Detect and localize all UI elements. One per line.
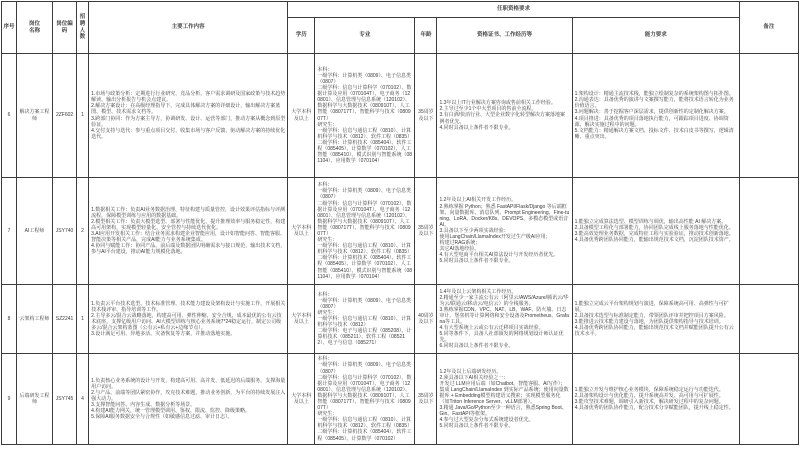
cell-no: 8 bbox=[2, 285, 17, 354]
cell-no: 6 bbox=[2, 54, 17, 178]
cell-duties: 1.负责核心业务系统的设计与开发，构建高可用、高并发、低延迟的后端服务，支撑海量用户访问。 2.与产品、前端等团队紧密协作，攻克技术难题，推动业务创新，为平台的持续发展注入强大动力。 3.支撑智能问答、内容生成、数据分析等场景。 4.构建AI能力网关，统一管理模型调用、鉴权、限流、监控、降级策略。 5.保障AI服务数据安全与合规性（如敏感信息过滤、审计日志）。 bbox=[89, 354, 288, 445]
cell-no: 9 bbox=[2, 354, 17, 445]
cell-ability: 1.架构设计：精通主流技术栈，能独立绘制复杂的系统架构图与拓扑图。 2.沟通表达：具备优秀的演讲与文案撰写能力，能将技术语言转化为业务价值语言。 3.问题解决：善于挖掘客户深层需求，提供创新性的定制化解决方案。 4.项目推进：具备优秀的项目落地执行能力，可跟踪项目进度、协调资源、解决实施过程中的问题。 5.文档能力：精通解决方案文档、投标文件、技术白皮书等撰写，逻辑清晰、重点突出。 bbox=[572, 54, 739, 178]
cell-no: 7 bbox=[2, 178, 17, 285]
table-header-row-top bbox=[2, 2, 799, 18]
cell-post-name: 云架构工程师 bbox=[17, 285, 53, 354]
cell-ability: 1.能独立完成算法选型、模型训练与调优，输出高性能 AI 解决方案。 2.具备模型工程化与部署能力，协同团队完成线上服务落地与性能优化。 3.能高效处理业务数据，完成特征工程与实验验证，推动技术创新落地。 4.具备优秀跨团队协同能力，能输出规范技术文档，沉淀团队技术资产。 bbox=[572, 178, 739, 285]
header-remark: 备注 bbox=[739, 2, 798, 54]
cell-age: 35周岁及以下 bbox=[415, 54, 437, 178]
cell-duties: 1.数据相关工作：负责AI业务数据治理、特征构建与质量管控，设计效果评估指标与评测流程，保障模型训练与应用的数据基础。 2.模型相关工作：负责大模型选型、部署与性能优化，提升推理效率与服务稳定性，构建高可用架构，实现模型轻量化、安全管控与持续迭代优化。 3.AI应用开发相关工作：结合业务需求构建企业智能应用，设计如智能问答、智能客服、智能决策等相关产品，完成AI能力与业务系统集成。 4.协同与赋能工作：协同产品、前后端及数据团队明确需求与接口规范，输出技术文档，参与AI平台建设，推动AI能力规模化落地。 bbox=[89, 178, 288, 285]
cell-post-code: 2ZF602 bbox=[53, 54, 77, 178]
header-headcount: 招聘 人数 bbox=[77, 2, 89, 54]
cell-major: 本科： 一级学科：计算机类（0809）、电子信息类（0807） 研究生： 一级学科：信息与通信工程（0810）、计算机科学与技术（0812） 二级学科：电子与通信工程（085208）、计算机技术（085211）、软件工程（085212）、电子与信息（085271） bbox=[315, 285, 415, 354]
cell-headcount: 1 bbox=[77, 54, 89, 178]
cell-major: 本科： 一级学科：计算机类（0809）、电子信息类（0807） 二级学科：信息与计算科学（070102）、数据计算及应用（070104T）、电子商务（120801）、信息管理与信息系统（120102）、数据科学与大数据技术（080910T）、人工智能（080717T）、智能科学与技术（080907T） 研究生： 一级学科：信息与通信工程（0810）、计算机科学与技术（0812）、软件工程（0835） 二级学科：计算机技术（085404）、软件工程（085405）、计算数学（070102） bbox=[315, 354, 415, 445]
header-education: 学历 bbox=[288, 18, 315, 54]
cell-post-name: 后端研发工程师 bbox=[17, 354, 53, 445]
cell-duties: 1.市场与政策分析：定期进行行业研究、竞品分析，客户需求调研及国家政策与技术趋势解读，输出分析报告与机会点建议。 2.解决方案设计：在高级经理指导下，完成具体解决方案的详细设计，输出解决方案蓝图、模型、技术需求文档等。 3.跨部门协同：作为方案主导方，协调研发、设计、运营等部门，推动方案从概念到原型验证。 4.交付支持与迭代：参与重点项目交付，收集市场与客户反馈，驱动解决方案的持续优化迭代。 bbox=[89, 54, 288, 178]
cell-education: 大学本科及以上 bbox=[288, 285, 315, 354]
cell-age: 35周岁及以下 bbox=[415, 354, 437, 445]
table-row bbox=[2, 54, 799, 178]
cell-remark bbox=[739, 285, 798, 354]
header-ability: 能力要求 bbox=[572, 18, 739, 54]
cell-certs: 1.4年及以上云架构相关工作经历。 2.精通至少一家主流公有云（阿里云/AWS/Azure/腾讯云/华为云/联通云/移动云/电信云）的全栈服务。 3.熟练掌握CDN、VPC、NAT、LB、WAF、防火墙、日志审计、堡垒机等计算网络和安全设备及Prometheus、Grafana等工具。 4.有大型系统上云或公有云迁移项目实战经验。 5.同等条件下，具备人社部颁发的网络规划设计师认证优先。 6.同时具备以上条件者不限专业。 bbox=[437, 285, 572, 354]
cell-certs: 1.2年及以上后端研发经历。 2.须具备以下AI相关经验之一： 开发过 LLM应用后端（如Chatbot、智能客服、AI写作）；集成 LangChain/LlamaIndex 到实际产品系统；使用向量数据库 + Embedding模型构建语义搜索；实现模型服务化（如Triton Inference Server、vLLM部署）。 3.精通 Java/Go/Python至少一种语言，熟悉Spring Boot、Gin、FastAPI等框架。 4.参与过大型复杂分布式系统建设者优先。 5.同时具备以上条件者不限专业。 bbox=[437, 354, 572, 445]
cell-post-code: JSY745 bbox=[53, 354, 77, 445]
recruitment-table bbox=[1, 1, 799, 445]
cell-remark bbox=[739, 178, 798, 285]
header-duties: 主要工作内容 bbox=[89, 2, 288, 54]
cell-major: 本科： 一级学科：计算机类（0809）、电子信息类（0807） 二级学科：信息与计算科学（070102）、数据计算及应用（070104T）、电子商务（120801）、信息管理与信息系统（120102）、数据科学与大数据技术（080910T）、人工智能（080717T）、智能科学与技术（080907T） 研究生： 一级学科：信息与通信工程（0810）、计算机科学与技术（0812）、软件工程（0835） 二级学科：计算机技术（085404）、软件工程（085405）、计算数学（070102）、人工智能（085410）、模式识别与智能系统（081104）、应用数学（070104） bbox=[315, 178, 415, 285]
cell-certs: 1.3年以上IT行业解决方案咨询或售前相关工作经验。 2.主导过至少1个中大型项目的售前全流程。 3.有白酒/快消行业、大型企业数字化转型解决方案落地案例者优先。 4.同时具备以上条件者不限专业。 bbox=[437, 54, 572, 178]
header-post-code: 岗位编码 bbox=[53, 2, 77, 54]
header-no: 序号 bbox=[2, 2, 17, 54]
cell-headcount: 1 bbox=[77, 285, 89, 354]
header-major: 专业 bbox=[315, 18, 415, 54]
table-row bbox=[2, 285, 799, 354]
header-certs: 资格证书、工作经历等 bbox=[437, 18, 572, 54]
cell-major: 本科： 一级学科：计算机类（0809）、电子信息类（0807） 二级学科：信息与计算科学（070102）、数据计算及应用（070104T）、电子商务（120801）、信息管理与信息系统（120102）、数据科学与大数据技术（080910T）、人工智能（080717T）、智能科学与技术（080907T） 研究生： 一级学科：信息与通信工程（0810）、计算机科学与技术（0812）、软件工程（0835） 二级学科：计算机技术（085404）、软件工程（085405）、计算数学（070102）、人工智能（085410）、模式识别与智能系统（081104）、应用数学（070104） bbox=[315, 54, 415, 178]
cell-headcount: 2 bbox=[77, 178, 89, 285]
cell-remark bbox=[739, 54, 798, 178]
header-age: 年龄 bbox=[415, 18, 437, 54]
cell-post-name: AI工程师 bbox=[17, 178, 53, 285]
cell-duties: 1.负责云平台技术选型、技术标准管理、技术能力建设及架构设计与实施工作，开展相关技术栈评审、指导培训等工作。 2.主导多云/混合云战略落地，构建高可用、弹性伸缩、安全合规、成本最优的公有云技术底座，支撑亿级用户访问、AI大模型训练与核心业务系统7*24稳定运行，制定公司级多云/混合云架构蓝图（公有云+私有云+边缘节点）。 3.设计满足可用、异地多活、灾备恢复等方案，并推动落地实施。 bbox=[89, 285, 288, 354]
cell-age: 35周岁及以下 bbox=[415, 178, 437, 285]
table-row bbox=[2, 178, 799, 285]
cell-post-code: JSY740 bbox=[53, 178, 77, 285]
cell-certs: 1.2年及以上AI相关开发工作经历。 2.熟练掌握 Python；熟悉 FastAPI/Flask/Django 等后端框架、向量数据库、消息队列、Prompt Engineering、Fine-tuning、LoRA、Docker/K8s、DEVOPS、多模态模型或语音AI。 3.具备以下至少两项实战经验： 使用LangChain/LlamaIndex开发过生产级AI应用； 构建过RAG系统； 其它AI落地经验。 4.有大型电商平台相关AI算法设计与开发经历者优先。 5.同时具备以上条件者不限专业。 bbox=[437, 178, 572, 285]
cell-ability: 1.能独立开发与维护核心业务模块，保障系统稳定运行与功能迭代。 2.具备架构设计与优化能力，提升系统高并发、高可用与可扩展性。 3.能攻坚技术难题，调研引入新技术，解决研发过程中的复杂问题。 4.具备优秀的团队协作能力，配合技术分享赋能团队，提升线上稳定性。 bbox=[572, 354, 739, 445]
cell-education: 大学本科及以上 bbox=[288, 178, 315, 285]
cell-post-code: SZ2241 bbox=[53, 285, 77, 354]
header-post-name: 岗位 名称 bbox=[17, 2, 53, 54]
header-qualification-group: 任职资格要求 bbox=[288, 2, 740, 18]
cell-age: 40周岁及以下 bbox=[415, 285, 437, 354]
cell-education: 大学本科及以上 bbox=[288, 54, 315, 178]
cell-education: 大学本科及以上 bbox=[288, 354, 315, 445]
cell-post-name: 解决方案工程师 bbox=[17, 54, 53, 178]
cell-ability: 1.能独立完成云平台架构规划与演进，保障系统高可用、高弹性与可扩展。 2.具备技术选型与标准制定能力，带领团队评审并把控项目方案风险。 3.能推进云技术能力建设与落地，为团队提供架构指导与技术培训。 4.具备优秀跨团队协同能力，能输出规范技术文档并赋能团队提升公有云技术水平。 bbox=[572, 285, 739, 354]
table-row bbox=[2, 354, 799, 445]
cell-remark bbox=[739, 354, 798, 445]
cell-headcount: 4 bbox=[77, 354, 89, 445]
